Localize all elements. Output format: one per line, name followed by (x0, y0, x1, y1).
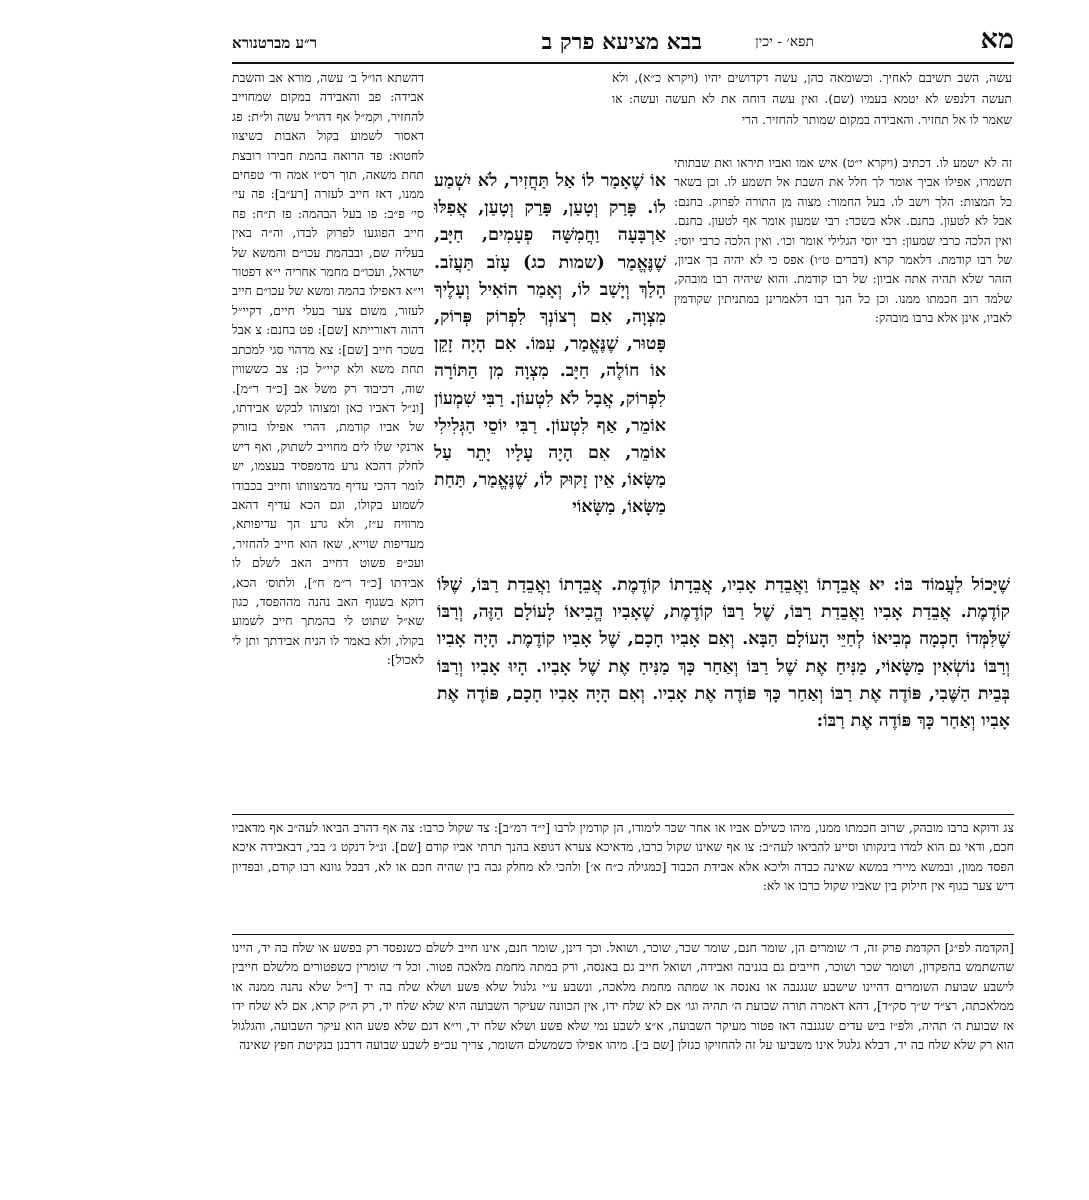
bartenura-body-text: זה לא ישמע לו. דכתיב (ויקרא י״ט) איש אמו ואביו תיראו ואת שבתותי תשמרו, אפילו אביך אומר לך חלל את השבת אל תשמע לו. וכן בשאר כל המצות: הלך וישב לו. בעל החמור: מצוה מן התורה לפרוק. בחנם: אבל לא לטעון. בחנם. אלא בשכר: רבי שמעון אומר אף לטעון. בחנם. ואין הלכה כרבי שמעון: רבי יוסי הגלילי אומר וכו׳. ואין הלכה כרבי יוסי: של רבו קודמת. דלאמר קרא (דברים ט״ו) אפס כי לא יהיה בך אביון, הזהר שלא תהיה אתה אביון: של רבו קודמת. והוא שיהיה רבו מובהק, שלמד רוב חכמתו ממנו. וכן כל הנך רבו דלאמרינן במתניתין שקודמין לאביו, אינן אלא ברבו מובהק: (674, 156, 1012, 326)
section-divider (232, 814, 1014, 815)
page-header (232, 24, 1014, 64)
mishna-upper (434, 168, 666, 576)
yachin-column (232, 68, 424, 812)
yachin-text: דהשתא הו״ל ב׳ עשה, מורא אב והשבת אבידה: פב והאבידה במקום שמחוייב להחזיר, וקמ״ל אף דהו״ל עשה ול״ת: פג דאסור לשמוע בקול האבות כשיצוו לחטוא: פד הרואה בהמת חבירו רובצת תחת משאה, תוך רס״ו אמה וד׳ טפחים ממנו, דאז חייב לעזרה [רע״ב]: פה עי׳ סי׳ פ״ב: פו בעל הבהמה: פז ת״ח: פח חייב הפוגעו לפרוק לבדו, וה״ה באין בעליה שם, ובבהמת עכו״ם והמשא של ישראל, ועכו״ם מחמר אחריה י״א דפטור וי״א דאפילו בהמה ומשא של עכו״ם חייב לעזור, משום צער בעלי חיים, דקיי״ל דהוה דאורייתא [שם]: פט בחנם: צ אבל בשכר חייב [שם]: צא מדהוי סגי למכתב תחת משא ולא קיי״ל כן: צב כששווין שוה, דכיבוד רק משל אב [כ״ד ר״מ]. [ונ״ל דאביו כאן ומצוהו לבקש אבידתו, של אביו קודמת, דהרי אפילו בזורק ארנקי שלו לים מחוייב לשתוק, ואף דיש לחלק דהכא גרע מדמפסיד בעצמו, יש לומר דהכי עדיף מדמצוותו וחייב בכבודו לשמוע בקולו, וגם הכא עדיף דהאב מרוויח ע״ז, ולא גרע הך עדיפותא, מעדיפות שוייא, שאז הוא חייב להחזיר, ועכ״פ פשוט דחייב האב לשלם לו אבידתו [כ״ד ר״מ ח״], ולתוס׳ הכא, דוקא בשגוף האב נהנה מההפסד, כגון שא״ל שתוט לי בהמתך חייב לשמוע בקולו, ולא באמר לו הניח אבידתך ותן לי לאכול]: (232, 70, 424, 668)
bartenura-body (674, 154, 1012, 546)
folio-number: מא (980, 24, 1014, 55)
section-divider-2 (232, 934, 1014, 935)
chapter-introduction (232, 938, 1014, 1116)
commentary-title: ר״ע מברטנורא (232, 34, 318, 52)
running-head-commentary: תפא׳ - יכין (755, 34, 814, 50)
tractate-title: בבא מציעא פרק ב (541, 29, 702, 55)
mishna-lower-text: שֶׁיָּכוֹל לַעֲמוֹד בּוֹ: יא אֲבֵדָתוֹ וַאֲבֵדַת אָבִיו, אֲבֵדָתוֹ קוֹדֶמֶת. אֲבֵדָתוֹ וַאֲבֵדַת רַבּוֹ, שֶׁלּוֹ קוֹדֶמֶת. אֲבֵדַת אָבִיו וַאֲבֵדַת רַבּוֹ, שֶׁל רַבּוֹ קוֹדֶמֶת, שֶׁאָבִיו הֱבִיאוֹ לָעוֹלָם הַזֶּה, וְרַבּוֹ שֶׁלִּמְּדוֹ חָכְמָה מְבִיאוֹ לְחַיֵּי הָעוֹלָם הַבָּא. וְאִם אָבִיו חָכָם, שֶׁל אָבִיו קוֹדֶמֶת. הָיָה אָבִיו וְרַבּוֹ נוֹשְׂאִין מַשָּׂאוֹי, מַנִּיחַ אֶת שֶׁל רַבּוֹ וְאַחַר כָּךְ מַנִּיחַ אֶת שֶׁל אָבִיו. הָיוּ אָבִיו וְרַבּוֹ בְּבֵית הַשֶּׁבִי, פּוֹדֶה אֶת רַבּוֹ וְאַחַר כָּךְ פּוֹדֶה אֶת אָבִיו. וְאִם הָיָה אָבִיו חָכָם, פּוֹדֶה אֶת אָבִיו וְאַחַר כָּךְ פּוֹדֶה אֶת רַבּוֹ: (437, 575, 1010, 732)
mishna-upper-text: אוֹ שֶׁאָמַר לוֹ אַל תַּחֲזִיר, לֹא יִשְׁמַע לוֹ. פָּרַק וְטָעַן, פָּרַק וְטָעַן, אֲפִלּוּ אַרְבָּעָה וַחֲמִשָּׁה פְעָמִים, חַיָּב, שֶׁנֶּאֱמַר (שמות כג) עָזֹב תַּעֲזֹב. הָלַךְ וְיָשַׁב לוֹ, וְאָמַר הוֹאִיל וְעָלֶיךָ מִצְוָה, אִם רְצוֹנְךָ לִפְרוֹק פְּרוֹק, פָּטוּר, שֶׁנֶּאֱמַר, עִמּוֹ. אִם הָיָה זָקֵן אוֹ חוֹלֶה, חַיָּב. מִצְוָה מִן הַתּוֹרָה לִפְרוֹק, אֲבָל לֹא לִטְעוֹן. רַבִּי שִׁמְעוֹן אוֹמֵר, אַף לִטְעוֹן. רַבִּי יוֹסֵי הַגְּלִילִי אוֹמֵר, אִם הָיָה עָלָיו יָתֵר עַל מַשָּׂאוֹ, אֵין זָקוּק לוֹ, שֶׁנֶּאֱמַר, תַּחַת מַשָּׂאוֹ, מַשָּׂאוֹי (434, 171, 666, 518)
yachin-continuation-text: צג ודוקא ברבו מובהק, שרוב חכמתו ממנו, מיהו כשילם אביו או אחר שכר לימודו, הן קודמין לרבו [י״ד רמ״ב]: צד שקול כרבו: צה אף דהרב הביאו לעה״ב אף מדאביו חכם, ודאי גם הוא למדו בינקותו וסייע להביאו לעה״ב: צו אף שאינו שקול כרבו, מדאיכא צערא דגופא בהנך תרתי אביו קודם [שם]. ונ״ל דנקט ג׳ בבי, דבאבידה איכא הפסד ממון, ובמשא מיירי במשא שאינה כבדה וליכא אלא אבידת הכבוד [כמגילה כ״ח א׳] ולהכי לא מחלק גבה בין שהיה חכם או לא, דבכל גוונא רבו קודם, ובפדיון דיש צער בגוף אין חילוק בין שאביו שקול כרבו או לא: (232, 820, 1014, 894)
yachin-continuation (232, 818, 1014, 932)
bartenura-top-text: עשה, השב תשיבם לאחיך. וכשומאה כהן, עשה דקדושים יהיו (ויקרא כ״א), ולא תעשה דלנפש לא יטמא בעמיו (שם). ואין עשה דוחה את לא תעשה ועשה: או שאמר לו אל תחזיר. והאבידה במקום שמותר להחזיר. הרי (612, 71, 1012, 127)
bartenura-top (612, 68, 1012, 154)
mishna-lower (437, 572, 1010, 802)
chapter-introduction-text: [הקדמה לפ״ג] הקדמת פרק זה, ד׳ שומרים הן, שומר חנם, שומר שכר, שוכר, ושואל. וכך דינן, שומר חנם, אינו חייב לשלם כשנפסד רק בפשע או שלח בה יד, היינו שהשתמש בהפקדון, ושומר שכר ושוכר, חייבים גם בגניבה ואבידה, ושואל חייב גם באנסה, ורק במתה מחמת מלאכה פטור. וכל ד׳ שומרין כשפטורים מלשלם חייבין לישבע שבועת השומרים דהיינו שישבע שנגנבה או נאנסה או שמתה מחמת מלאכה, ונשבע ע״י גלגול שלא פשע ושלא שלח בה יד [ר״ל שלא נהנה ממנה או ממלאכתה, רצ״ד ש״ך סק״ד], דהא דאמרה תורה שבועת ה׳ תהיה וגו׳ אם לא שלח ידו, אין הכוונה שעיקר השבועה היא שלא שלח יד, רק ה״ק קרא, אם לא שלח ידו אז שבועת ה׳ תהיה, ולפ״ז ביש עדים שנגנבה דאז פטור מעיקר השבועה, א״צ לשבע נמי שלא פשע ושלא שלח יד, וי״א דגם שלא פשע הוא עיקר השבועה, והגלגול הוא רק שלא שלח בה יד, דבלא גלגול אינו משביעו על זה להחזיקו כגזלן [שם ב׳]. מיהו אפילו כשמשלם השומר, צריך עכ״פ לשבע שבועה דרבנן בנקיטת חפץ שאינה (232, 940, 1014, 1053)
